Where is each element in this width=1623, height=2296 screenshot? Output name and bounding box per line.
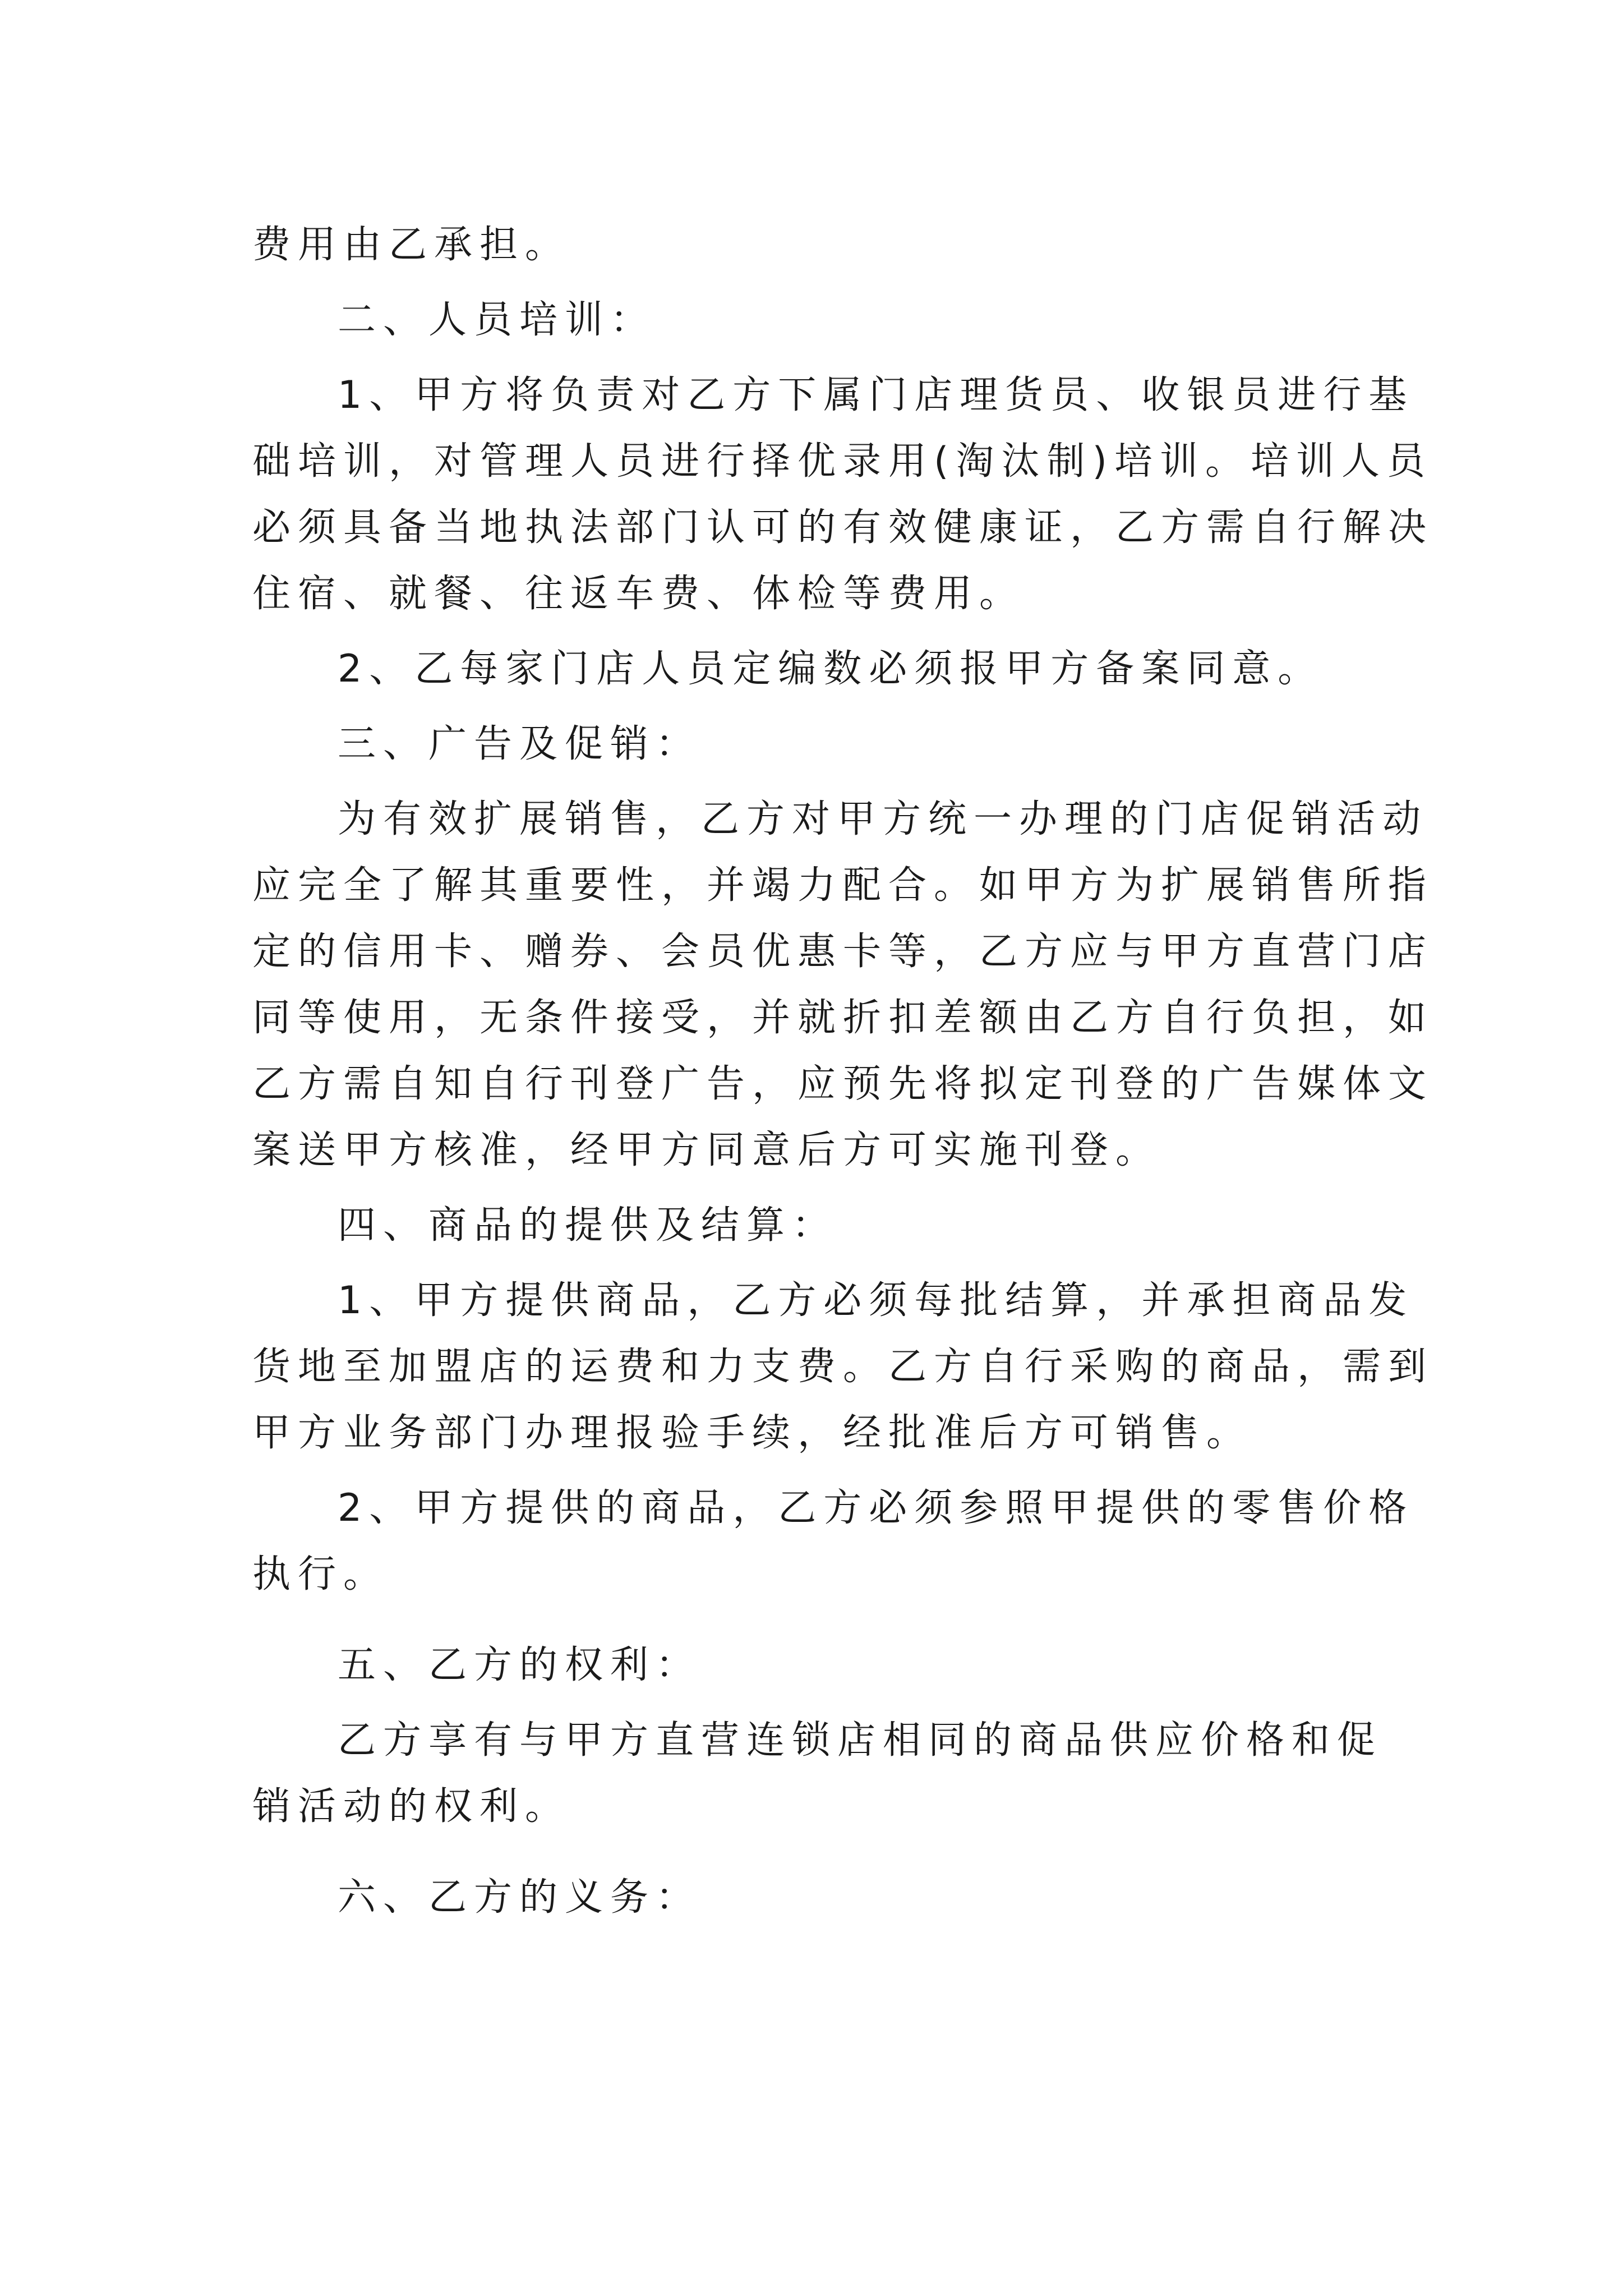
paragraph-line: 应完全了解其重要性，并竭力配合。如甲方为扩展销售所指 <box>252 863 1434 908</box>
paragraph-line: 销活动的权利。 <box>252 1784 571 1829</box>
paragraph-line: 住宿、就餐、往返车费、体检等费用。 <box>252 572 1025 616</box>
paragraph-line: 1、甲方提供商品，乙方必须每批结算，并承担商品发 <box>338 1278 1414 1323</box>
paragraph-line: 货地至加盟店的运费和力支费。乙方自行采购的商品，需到 <box>252 1345 1434 1389</box>
paragraph-line: 定的信用卡、赠券、会员优惠卡等，乙方应与甲方直营门店 <box>252 930 1434 974</box>
paragraph-line: 为有效扩展销售，乙方对甲方统一办理的门店促销活动 <box>338 797 1428 841</box>
paragraph-line: 乙方享有与甲方直营连锁店相同的商品供应价格和促 <box>338 1718 1383 1763</box>
paragraph-line: 执行。 <box>252 1552 389 1596</box>
paragraph-line: 甲方业务部门办理报验手续，经批准后方可销售。 <box>252 1411 1252 1455</box>
section-heading-training: 二、人员培训： <box>338 298 656 342</box>
section-heading-goods: 四、商品的提供及结算： <box>338 1203 838 1248</box>
section-heading-promotion: 三、广告及促销： <box>338 722 702 766</box>
section-heading-obligations: 六、乙方的义务： <box>338 1875 702 1920</box>
document-body <box>252 212 1434 1931</box>
paragraph-line: 同等使用，无条件接受，并就折扣差额由乙方自行负担，如 <box>252 996 1434 1040</box>
paragraph-line: 必须具备当地执法部门认可的有效健康证，乙方需自行解决 <box>252 505 1434 550</box>
paragraph-line: 案送甲方核准，经甲方同意后方可实施刊登。 <box>252 1128 1161 1172</box>
section-heading-rights: 五、乙方的权利： <box>338 1643 702 1687</box>
paragraph-line: 2、乙每家门店人员定编数必须报甲方备案同意。 <box>338 647 1324 691</box>
paragraph-line: 乙方需自知自行刊登广告，应预先将拟定刊登的广告媒体文 <box>252 1062 1434 1106</box>
paragraph-line: 1、甲方将负责对乙方下属门店理货员、收银员进行基 <box>338 373 1414 417</box>
paragraph-line: 费用由乙承担。 <box>252 223 571 267</box>
paragraph-line: 2、甲方提供的商品，乙方必须参照甲提供的零售价格 <box>338 1486 1414 1530</box>
paragraph-line: 础培训，对管理人员进行择优录用(淘汰制)培训。培训人员 <box>252 439 1433 484</box>
